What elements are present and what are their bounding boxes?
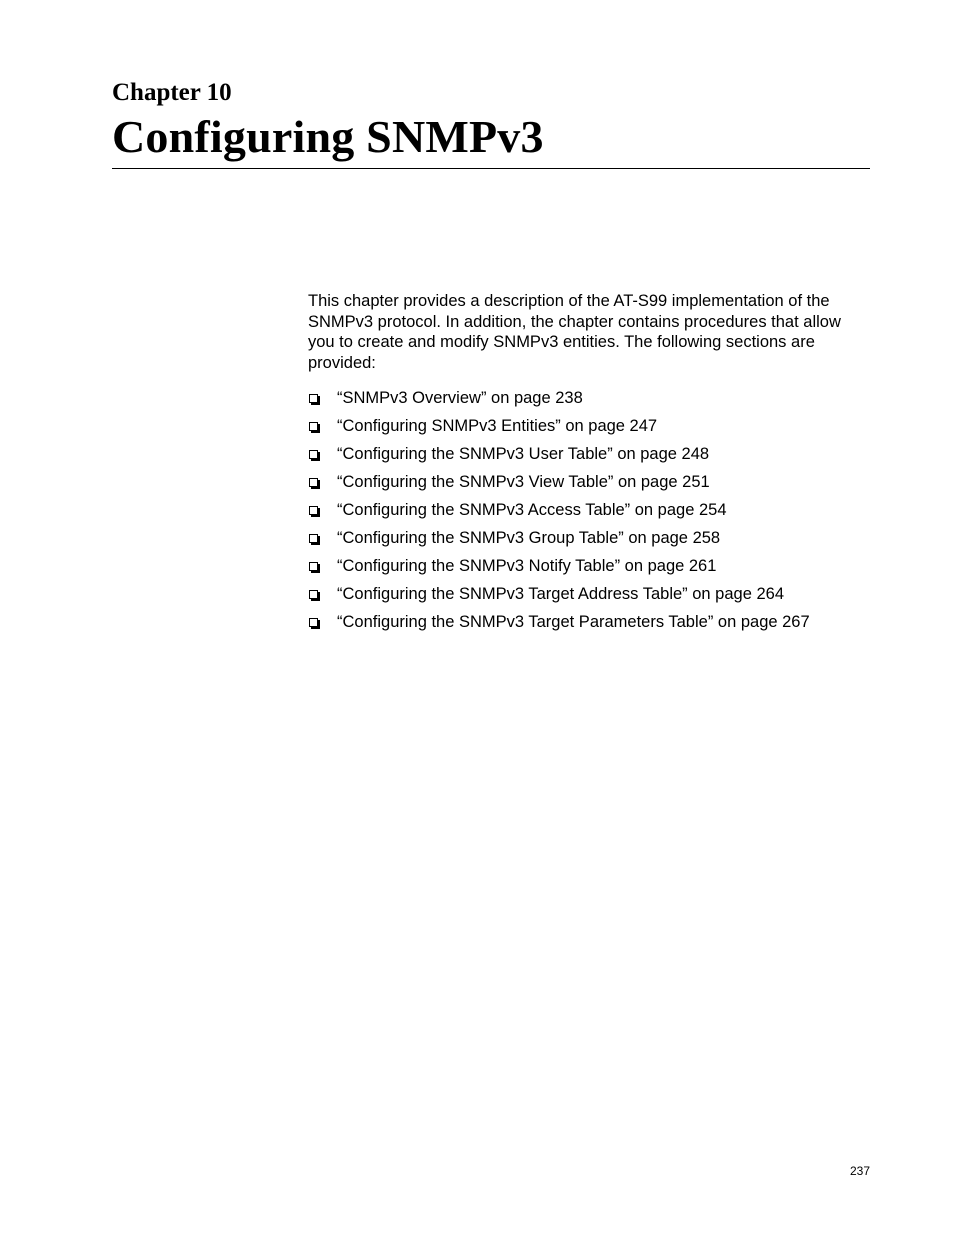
section-link-text: “Configuring the SNMPv3 Target Parameters Table” on page 267 <box>337 613 810 631</box>
chapter-title: Configuring SNMPv3 <box>112 111 544 162</box>
section-link-text: “Configuring the SNMPv3 User Table” on page 248 <box>337 445 710 463</box>
section-link-notify-table[interactable] <box>308 556 870 584</box>
hollow-square-bullet-icon <box>309 478 318 487</box>
hollow-square-bullet-icon <box>309 562 318 571</box>
title-rule <box>112 168 870 169</box>
hollow-square-bullet-icon <box>309 618 318 627</box>
hollow-square-bullet-icon <box>309 394 318 403</box>
section-link-configuring-entities[interactable] <box>308 416 870 444</box>
section-link-target-address-table[interactable] <box>308 584 870 612</box>
intro-paragraph: This chapter provides a description of the AT-S99 implementation of the SNMPv3 protocol. In addition, the chapter contains procedures that allow you to create and modify SNMPv3 entities. The following sections are provided: <box>308 292 841 372</box>
chapter-label: Chapter 10 <box>112 79 232 106</box>
hollow-square-bullet-icon <box>309 534 318 543</box>
section-link-text: “SNMPv3 Overview” on page 238 <box>337 389 583 407</box>
section-link-access-table[interactable] <box>308 500 870 528</box>
section-link-text: “Configuring the SNMPv3 Access Table” on page 254 <box>337 501 727 519</box>
section-link-view-table[interactable] <box>308 472 870 500</box>
section-link-text: “Configuring the SNMPv3 Group Table” on page 258 <box>337 529 721 547</box>
hollow-square-bullet-icon <box>309 506 318 515</box>
section-link-group-table[interactable] <box>308 528 870 556</box>
section-link-snmpv3-overview[interactable] <box>308 388 870 416</box>
hollow-square-bullet-icon <box>309 590 318 599</box>
section-link-target-parameters-table[interactable] <box>308 612 870 640</box>
hollow-square-bullet-icon <box>309 422 318 431</box>
section-link-text: “Configuring the SNMPv3 Target Address Table” on page 264 <box>337 585 784 603</box>
section-link-text: “Configuring SNMPv3 Entities” on page 247 <box>337 417 658 435</box>
section-link-user-table[interactable] <box>308 444 870 472</box>
section-link-text: “Configuring the SNMPv3 Notify Table” on page 261 <box>337 557 717 575</box>
section-list <box>308 388 870 640</box>
section-link-text: “Configuring the SNMPv3 View Table” on page 251 <box>337 473 710 491</box>
hollow-square-bullet-icon <box>309 450 318 459</box>
page-number: 237 <box>849 1164 870 1178</box>
